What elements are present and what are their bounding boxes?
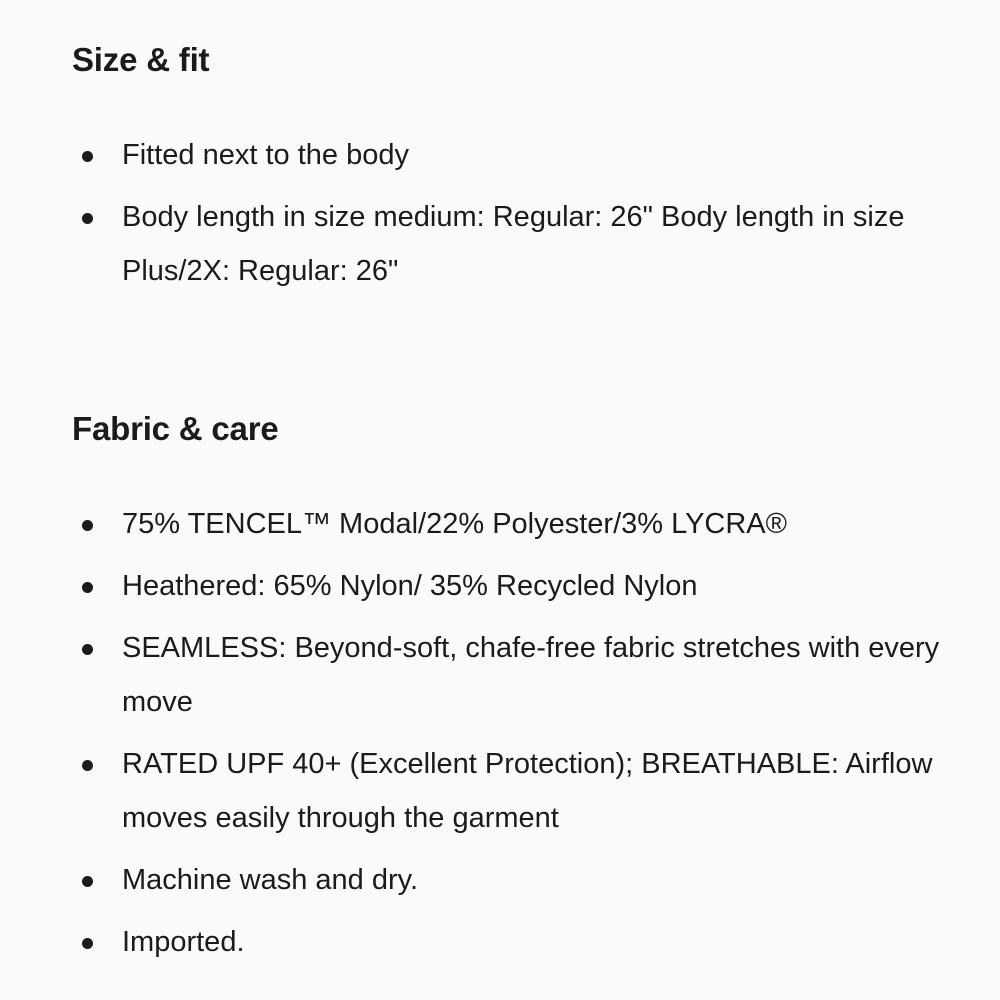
bullet-icon: [82, 213, 93, 224]
size-fit-list: [72, 128, 972, 298]
bullet-icon: [82, 760, 93, 771]
list-item-text: Heathered: 65% Nylon/ 35% Recycled Nylon: [122, 570, 698, 602]
bullet-icon: [82, 644, 93, 655]
list-item: [72, 737, 967, 845]
list-item: [72, 915, 967, 969]
list-item-text: RATED UPF 40+ (Excellent Protection); BREATHABLE: Airflow moves easily through the garment: [122, 748, 933, 834]
bullet-icon: [82, 876, 93, 887]
bullet-icon: [82, 582, 93, 593]
fabric-care-heading: Fabric & care: [72, 410, 279, 447]
size-fit-heading: Size & fit: [72, 41, 210, 78]
fabric-care-list: [72, 497, 972, 969]
list-item: [72, 190, 967, 298]
list-item: [72, 128, 967, 182]
bullet-icon: [82, 938, 93, 949]
list-item: [72, 559, 967, 613]
fabric-care-section: [72, 409, 972, 977]
list-item-text: Machine wash and dry.: [122, 864, 419, 896]
list-item-text: Body length in size medium: Regular: 26" Body length in size Plus/2X: Regular: 26": [122, 201, 905, 287]
list-item-text: Fitted next to the body: [122, 139, 409, 171]
list-item: [72, 621, 967, 729]
list-item: [72, 497, 967, 551]
bullet-icon: [82, 151, 93, 162]
list-item-text: Imported.: [122, 926, 245, 958]
list-item-text: SEAMLESS: Beyond-soft, chafe-free fabric stretches with every move: [122, 632, 940, 718]
list-item-text: 75% TENCEL™ Modal/22% Polyester/3% LYCRA®: [122, 508, 788, 540]
list-item: [72, 853, 967, 907]
bullet-icon: [82, 520, 93, 531]
size-fit-section: [72, 40, 972, 306]
